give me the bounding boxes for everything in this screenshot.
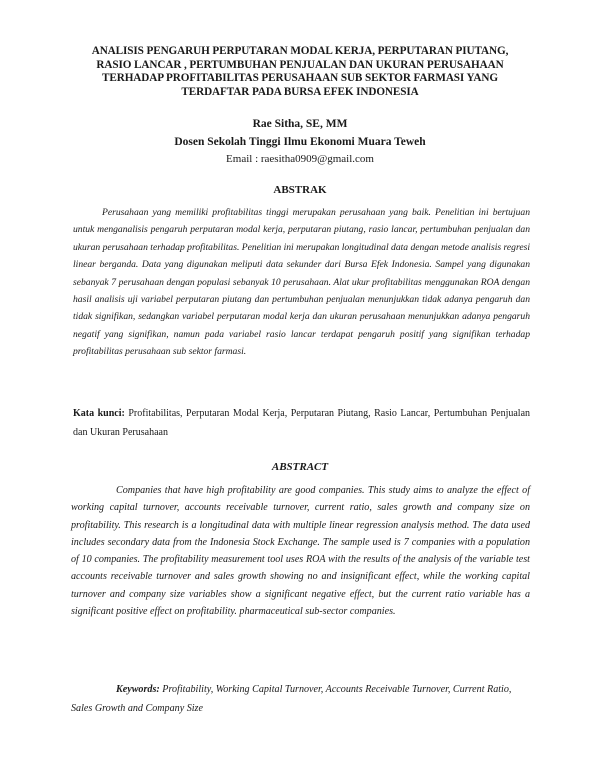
- kata-kunci-values: Profitabilitas, Perputaran Modal Kerja, Perputaran Piutang, Rasio Lancar, Pertumbuhan Penjualan dan Ukuran Perusahaan: [73, 408, 531, 438]
- title-line: TERHADAP PROFITABILITAS PERUSAHAAN SUB SEKTOR FARMASI YANG: [102, 72, 498, 85]
- abstract-body: Companies that have high profitability are good companies. This study aims to analyze the effect of working capital turnover, accounts receivable turnover, current ratio, sales growth and company size on profitability. This research is a longitudinal data with multiple linear regression analysis method. The data used includes secondary data from the Indonesia Stock Exchange. The sample used is 7 companies with a population of 10 companies. The profitability measurement tool uses ROA with the results of the analysis of the variable test accounts receivable turnover and sales growth showing no and insignificant effect, while the working capital turnover and company size variables show a significant negative effect, but the current ratio variable has a significant positive effect on profitability. pharmaceutical sub-sector companies.: [71, 485, 530, 618]
- keywords-label: Keywords:: [116, 684, 160, 695]
- keywords: [71, 681, 530, 719]
- abstract-heading: ABSTRACT: [271, 461, 329, 473]
- author-affiliation: Dosen Sekolah Tinggi Ilmu Ekonomi Muara Teweh: [174, 136, 426, 148]
- title-line: TERDAFTAR PADA BURSA EFEK INDONESIA: [181, 85, 419, 98]
- author-name: Rae Sitha, SE, MM: [252, 118, 348, 130]
- abstrak-body: Perusahaan yang memiliki profitabilitas tinggi merupakan perusahaan yang baik. Penelitian ini bertujuan untuk menganalisis pengaruh perputaran modal kerja, perputaran piutang, rasio lancar, pertumbuhan penjualan dan ukuran perusahaan terhadap profitabilitas. Penelitian ini merupakan longitudinal data dengan metode analisis regresi linear berganda. Data yang digunakan meliputi data sekunder dari Bursa Efek Indonesia. Sampel yang digunakan sebanyak 7 perusahaan dengan populasi sebanyak 10 perusahaan. Alat ukur profitabilitas menggunakan ROA dengan hasil analisis uji variabel perputaran piutang dan pertumbuhan penjualan menunjukkan tidak adanya pengaruh dan tidak signifikan, sedangkan variabel perputaran modal kerja dan ukuran perusahaan menunjukkan adanya pengaruh negatif yang signifikan, namun pada variabel rasio lancar terdapat pengaruh positif yang signifikan terhadap profitabilitas perusahaan sub sektor farmasi.: [73, 207, 530, 358]
- author-email: Email : raesitha0909@gmail.com: [226, 153, 374, 165]
- title-line: RASIO LANCAR , PERTUMBUHAN PENJUALAN DAN UKURAN PERUSAHAAN: [96, 58, 504, 71]
- keywords-values: Profitability, Working Capital Turnover, Accounts Receivable Turnover, Current Ratio, Sales Growth and Company Size: [71, 684, 512, 714]
- title-line: ANALISIS PENGARUH PERPUTARAN MODAL KERJA, PERPUTARAN PIUTANG,: [91, 45, 509, 57]
- kata-kunci: [73, 404, 530, 442]
- abstrak-heading: ABSTRAK: [273, 184, 327, 196]
- paper-title: [60, 45, 540, 99]
- kata-kunci-label: Kata kunci:: [73, 408, 125, 419]
